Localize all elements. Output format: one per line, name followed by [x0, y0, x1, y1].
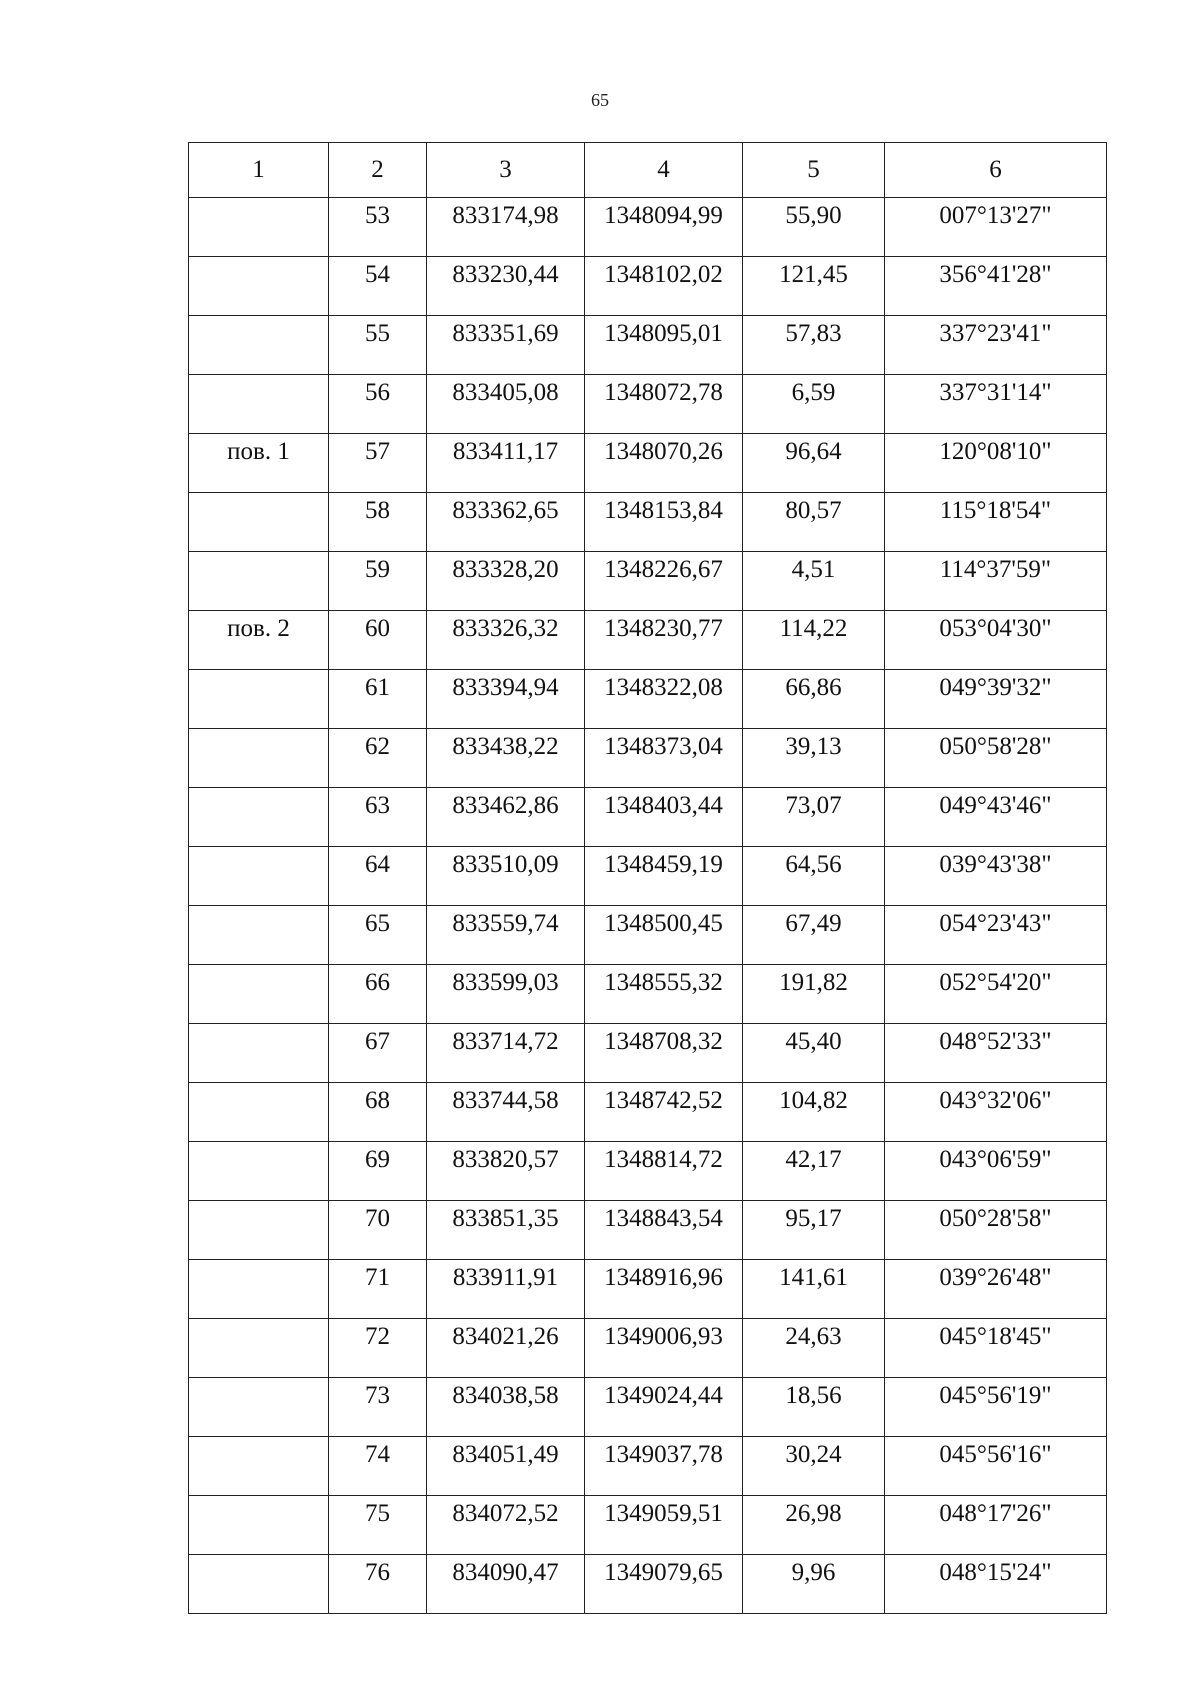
bearing-cell: 356°41'28"	[885, 257, 1107, 316]
table-row	[189, 729, 1107, 788]
point-number-cell: 57	[329, 434, 427, 493]
distance-cell: 95,17	[743, 1201, 885, 1260]
turn-label-cell: пов. 1	[189, 434, 329, 493]
x-coordinate-cell: 833362,65	[427, 493, 585, 552]
bearing-cell: 115°18'54"	[885, 493, 1107, 552]
y-coordinate-cell: 1348230,77	[585, 611, 743, 670]
x-coordinate-cell: 833351,69	[427, 316, 585, 375]
y-coordinate-cell: 1348072,78	[585, 375, 743, 434]
column-header: 3	[427, 143, 585, 198]
bearing-cell: 045°56'19"	[885, 1378, 1107, 1437]
point-number-cell: 54	[329, 257, 427, 316]
distance-cell: 9,96	[743, 1555, 885, 1614]
x-coordinate-cell: 833326,32	[427, 611, 585, 670]
turn-label-cell	[189, 1260, 329, 1319]
distance-cell: 64,56	[743, 847, 885, 906]
turn-label-cell: пов. 2	[189, 611, 329, 670]
turn-label-cell	[189, 316, 329, 375]
y-coordinate-cell: 1348373,04	[585, 729, 743, 788]
bearing-cell: 050°58'28"	[885, 729, 1107, 788]
point-number-cell: 58	[329, 493, 427, 552]
y-coordinate-cell: 1348916,96	[585, 1260, 743, 1319]
turn-label-cell	[189, 1201, 329, 1260]
distance-cell: 191,82	[743, 965, 885, 1024]
bearing-cell: 053°04'30"	[885, 611, 1107, 670]
table-row	[189, 788, 1107, 847]
distance-cell: 30,24	[743, 1437, 885, 1496]
table-row	[189, 257, 1107, 316]
point-number-cell: 65	[329, 906, 427, 965]
distance-cell: 6,59	[743, 375, 885, 434]
distance-cell: 4,51	[743, 552, 885, 611]
turn-label-cell	[189, 1083, 329, 1142]
x-coordinate-cell: 833394,94	[427, 670, 585, 729]
turn-label-cell	[189, 1319, 329, 1378]
distance-cell: 66,86	[743, 670, 885, 729]
table-row	[189, 434, 1107, 493]
x-coordinate-cell: 833462,86	[427, 788, 585, 847]
x-coordinate-cell: 834072,52	[427, 1496, 585, 1555]
turn-label-cell	[189, 670, 329, 729]
distance-cell: 73,07	[743, 788, 885, 847]
distance-cell: 121,45	[743, 257, 885, 316]
y-coordinate-cell: 1348708,32	[585, 1024, 743, 1083]
distance-cell: 104,82	[743, 1083, 885, 1142]
turn-label-cell	[189, 1142, 329, 1201]
turn-label-cell	[189, 552, 329, 611]
page-number: 65	[591, 90, 609, 110]
y-coordinate-cell: 1348102,02	[585, 257, 743, 316]
y-coordinate-cell: 1349037,78	[585, 1437, 743, 1496]
bearing-cell: 045°56'16"	[885, 1437, 1107, 1496]
bearing-cell: 054°23'43"	[885, 906, 1107, 965]
point-number-cell: 53	[329, 198, 427, 257]
bearing-cell: 048°17'26"	[885, 1496, 1107, 1555]
table-row	[189, 1496, 1107, 1555]
x-coordinate-cell: 833599,03	[427, 965, 585, 1024]
column-header: 4	[585, 143, 743, 198]
turn-label-cell	[189, 1024, 329, 1083]
table-row	[189, 1083, 1107, 1142]
y-coordinate-cell: 1348500,45	[585, 906, 743, 965]
bearing-cell: 048°15'24"	[885, 1555, 1107, 1614]
point-number-cell: 64	[329, 847, 427, 906]
table-row	[189, 552, 1107, 611]
distance-cell: 42,17	[743, 1142, 885, 1201]
bearing-cell: 039°43'38"	[885, 847, 1107, 906]
x-coordinate-cell: 833744,58	[427, 1083, 585, 1142]
distance-cell: 141,61	[743, 1260, 885, 1319]
point-number-cell: 60	[329, 611, 427, 670]
point-number-cell: 68	[329, 1083, 427, 1142]
point-number-cell: 55	[329, 316, 427, 375]
point-number-cell: 67	[329, 1024, 427, 1083]
point-number-cell: 72	[329, 1319, 427, 1378]
x-coordinate-cell: 834090,47	[427, 1555, 585, 1614]
x-coordinate-cell: 834021,26	[427, 1319, 585, 1378]
x-coordinate-cell: 833510,09	[427, 847, 585, 906]
column-number-row	[189, 143, 1107, 198]
table-row	[189, 906, 1107, 965]
bearing-cell: 050°28'58"	[885, 1201, 1107, 1260]
column-header: 2	[329, 143, 427, 198]
distance-cell: 80,57	[743, 493, 885, 552]
table-row	[189, 1260, 1107, 1319]
distance-cell: 39,13	[743, 729, 885, 788]
bearing-cell: 043°06'59"	[885, 1142, 1107, 1201]
distance-cell: 18,56	[743, 1378, 885, 1437]
column-header: 5	[743, 143, 885, 198]
point-number-cell: 76	[329, 1555, 427, 1614]
bearing-cell: 049°43'46"	[885, 788, 1107, 847]
column-header: 1	[189, 143, 329, 198]
table-row	[189, 1201, 1107, 1260]
table-row	[189, 1437, 1107, 1496]
table-row	[189, 375, 1107, 434]
y-coordinate-cell: 1348814,72	[585, 1142, 743, 1201]
y-coordinate-cell: 1349079,65	[585, 1555, 743, 1614]
bearing-cell: 049°39'32"	[885, 670, 1107, 729]
turn-label-cell	[189, 375, 329, 434]
table-row	[189, 847, 1107, 906]
turn-label-cell	[189, 257, 329, 316]
y-coordinate-cell: 1348226,67	[585, 552, 743, 611]
bearing-cell: 043°32'06"	[885, 1083, 1107, 1142]
table-row	[189, 1378, 1107, 1437]
table-row	[189, 198, 1107, 257]
y-coordinate-cell: 1348459,19	[585, 847, 743, 906]
y-coordinate-cell: 1348095,01	[585, 316, 743, 375]
x-coordinate-cell: 833820,57	[427, 1142, 585, 1201]
y-coordinate-cell: 1348403,44	[585, 788, 743, 847]
bearing-cell: 114°37'59"	[885, 552, 1107, 611]
x-coordinate-cell: 833174,98	[427, 198, 585, 257]
turn-label-cell	[189, 788, 329, 847]
y-coordinate-cell: 1348070,26	[585, 434, 743, 493]
turn-label-cell	[189, 1437, 329, 1496]
x-coordinate-cell: 833411,17	[427, 434, 585, 493]
distance-cell: 96,64	[743, 434, 885, 493]
x-coordinate-cell: 833328,20	[427, 552, 585, 611]
y-coordinate-cell: 1349006,93	[585, 1319, 743, 1378]
table-row	[189, 493, 1107, 552]
distance-cell: 55,90	[743, 198, 885, 257]
point-number-cell: 74	[329, 1437, 427, 1496]
point-number-cell: 71	[329, 1260, 427, 1319]
table-row	[189, 1555, 1107, 1614]
point-number-cell: 70	[329, 1201, 427, 1260]
bearing-cell: 337°23'41"	[885, 316, 1107, 375]
table-row	[189, 316, 1107, 375]
turn-label-cell	[189, 729, 329, 788]
coordinates-table-body	[189, 143, 1107, 1614]
y-coordinate-cell: 1348094,99	[585, 198, 743, 257]
bearing-cell: 048°52'33"	[885, 1024, 1107, 1083]
coordinates-table	[188, 142, 1107, 1614]
y-coordinate-cell: 1349059,51	[585, 1496, 743, 1555]
distance-cell: 24,63	[743, 1319, 885, 1378]
table-row	[189, 670, 1107, 729]
y-coordinate-cell: 1349024,44	[585, 1378, 743, 1437]
turn-label-cell	[189, 198, 329, 257]
bearing-cell: 045°18'45"	[885, 1319, 1107, 1378]
point-number-cell: 59	[329, 552, 427, 611]
point-number-cell: 66	[329, 965, 427, 1024]
column-header: 6	[885, 143, 1107, 198]
turn-label-cell	[189, 1378, 329, 1437]
point-number-cell: 63	[329, 788, 427, 847]
y-coordinate-cell: 1348153,84	[585, 493, 743, 552]
turn-label-cell	[189, 1496, 329, 1555]
turn-label-cell	[189, 906, 329, 965]
bearing-cell: 007°13'27"	[885, 198, 1107, 257]
turn-label-cell	[189, 965, 329, 1024]
bearing-cell: 337°31'14"	[885, 375, 1107, 434]
x-coordinate-cell: 833405,08	[427, 375, 585, 434]
x-coordinate-cell: 834051,49	[427, 1437, 585, 1496]
distance-cell: 67,49	[743, 906, 885, 965]
distance-cell: 114,22	[743, 611, 885, 670]
point-number-cell: 61	[329, 670, 427, 729]
x-coordinate-cell: 833851,35	[427, 1201, 585, 1260]
y-coordinate-cell: 1348555,32	[585, 965, 743, 1024]
x-coordinate-cell: 833438,22	[427, 729, 585, 788]
bearing-cell: 052°54'20"	[885, 965, 1107, 1024]
turn-label-cell	[189, 847, 329, 906]
x-coordinate-cell: 833230,44	[427, 257, 585, 316]
distance-cell: 26,98	[743, 1496, 885, 1555]
bearing-cell: 120°08'10"	[885, 434, 1107, 493]
table-row	[189, 965, 1107, 1024]
bearing-cell: 039°26'48"	[885, 1260, 1107, 1319]
table-row	[189, 611, 1107, 670]
y-coordinate-cell: 1348742,52	[585, 1083, 743, 1142]
turn-label-cell	[189, 493, 329, 552]
point-number-cell: 56	[329, 375, 427, 434]
y-coordinate-cell: 1348843,54	[585, 1201, 743, 1260]
table-row	[189, 1024, 1107, 1083]
table-row	[189, 1142, 1107, 1201]
x-coordinate-cell: 833559,74	[427, 906, 585, 965]
table-row	[189, 1319, 1107, 1378]
x-coordinate-cell: 833911,91	[427, 1260, 585, 1319]
point-number-cell: 62	[329, 729, 427, 788]
point-number-cell: 69	[329, 1142, 427, 1201]
point-number-cell: 75	[329, 1496, 427, 1555]
y-coordinate-cell: 1348322,08	[585, 670, 743, 729]
x-coordinate-cell: 833714,72	[427, 1024, 585, 1083]
point-number-cell: 73	[329, 1378, 427, 1437]
x-coordinate-cell: 834038,58	[427, 1378, 585, 1437]
distance-cell: 57,83	[743, 316, 885, 375]
turn-label-cell	[189, 1555, 329, 1614]
distance-cell: 45,40	[743, 1024, 885, 1083]
